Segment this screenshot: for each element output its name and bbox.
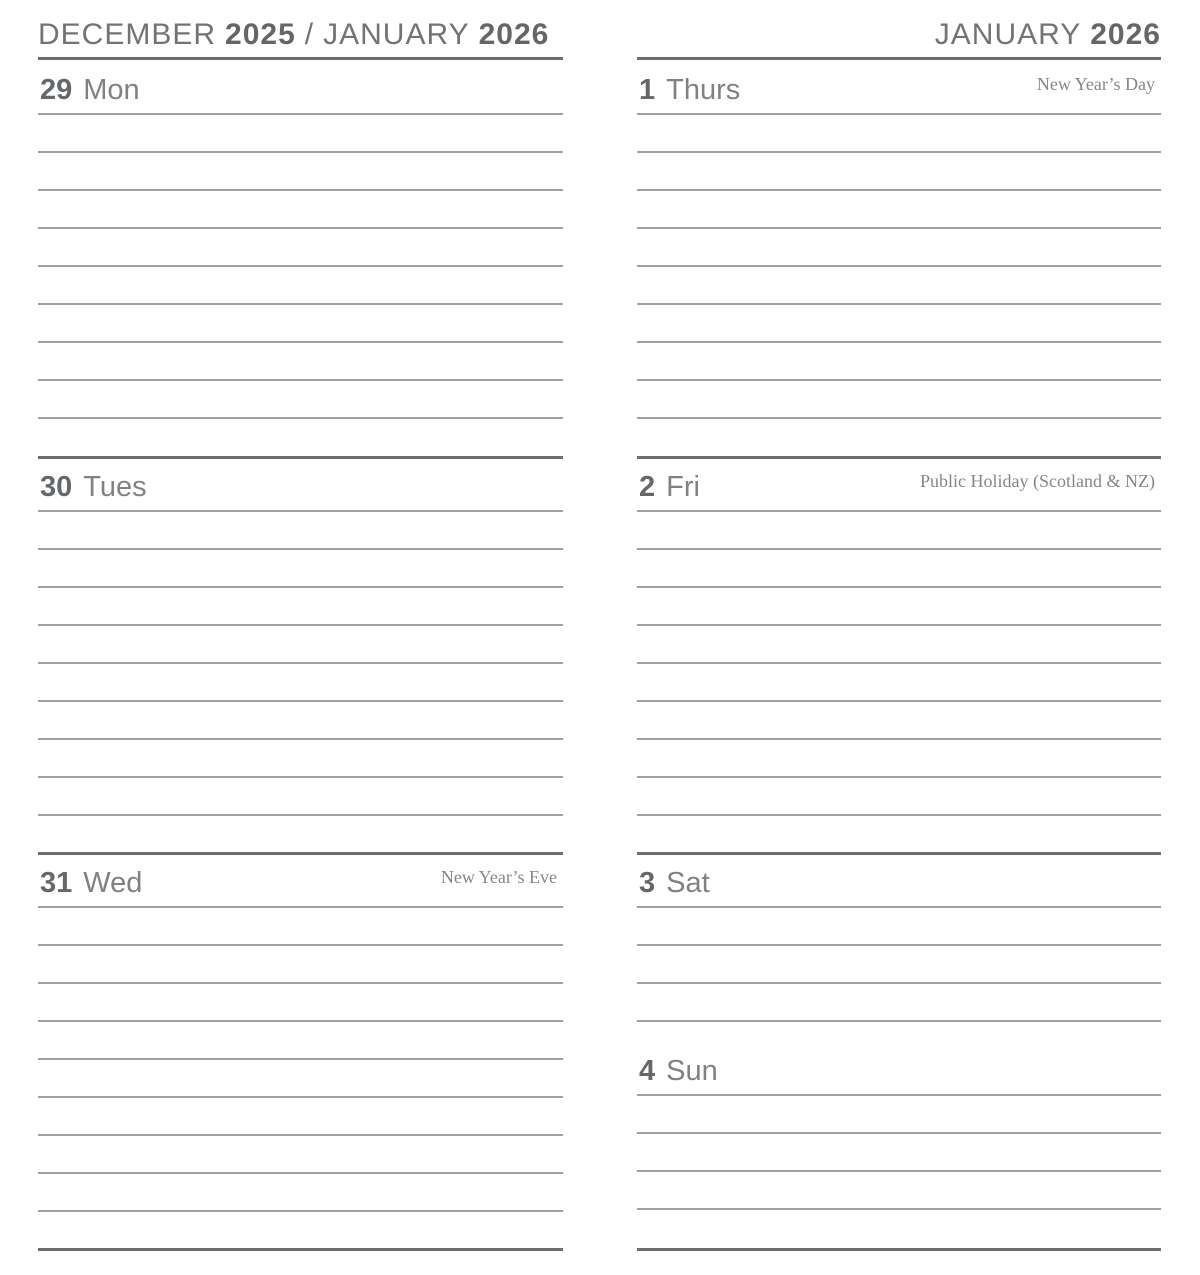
ruled-line	[38, 664, 563, 702]
header-month-january: JANUARY	[934, 18, 1082, 51]
day-section-sat-3	[637, 852, 1161, 1022]
day-label-row	[637, 459, 1161, 512]
day-name: Fri	[666, 471, 700, 503]
ruled-line	[38, 191, 563, 229]
day-section-tues-30	[38, 456, 563, 852]
day-label-row	[38, 60, 563, 115]
ruled-line	[38, 153, 563, 191]
header-year-2026: 2026	[478, 18, 550, 51]
ruled-line	[38, 588, 563, 626]
day-number: 2	[639, 471, 656, 503]
ruled-line	[637, 229, 1161, 267]
day-name: Mon	[83, 74, 140, 106]
day-number: 4	[639, 1055, 656, 1087]
day-label-row	[38, 459, 563, 512]
ruled-line	[637, 512, 1161, 550]
header-month-january: JANUARY	[323, 18, 470, 51]
left-page-header	[38, 0, 563, 60]
ruled-line	[637, 115, 1161, 153]
ruled-line	[38, 1174, 563, 1212]
ruled-line	[38, 381, 563, 419]
holiday-note: New Year’s Day	[1036, 74, 1155, 94]
holiday-note: New Year’s Eve	[440, 867, 557, 887]
ruled-line	[637, 550, 1161, 588]
ruled-line	[38, 343, 563, 381]
day-number: 30	[40, 471, 73, 503]
section-spacer	[637, 816, 1161, 852]
day-section-wed-31	[38, 852, 563, 1248]
ruled-line	[38, 1136, 563, 1174]
day-name: Sat	[666, 867, 710, 899]
day-section-thurs-1	[637, 60, 1161, 456]
ruled-line	[637, 984, 1161, 1022]
left-page	[38, 0, 563, 1251]
ruled-line	[38, 740, 563, 778]
ruled-line	[38, 1060, 563, 1098]
ruled-line	[637, 626, 1161, 664]
day-section-fri-2	[637, 456, 1161, 852]
ruled-line	[637, 305, 1161, 343]
ruled-line	[637, 588, 1161, 626]
header-year-2026: 2026	[1090, 18, 1161, 51]
ruled-line	[38, 1098, 563, 1136]
ruled-line	[38, 1022, 563, 1060]
day-section-sun-4	[637, 1022, 1161, 1248]
ruled-line	[637, 1096, 1161, 1134]
ruled-line	[637, 153, 1161, 191]
section-spacer	[637, 1210, 1161, 1248]
header-month-december: DECEMBER	[38, 18, 217, 51]
ruled-line	[38, 946, 563, 984]
ruled-line	[637, 191, 1161, 229]
header-separator: /	[304, 18, 315, 51]
right-page-header	[637, 0, 1161, 60]
section-spacer	[38, 816, 563, 852]
section-spacer	[637, 419, 1161, 456]
day-name: Tues	[83, 471, 147, 503]
day-name: Thurs	[666, 74, 741, 106]
day-label-row	[637, 855, 1161, 908]
ruled-line	[637, 381, 1161, 419]
ruled-line	[637, 740, 1161, 778]
ruled-line	[637, 1134, 1161, 1172]
day-label-row	[637, 1022, 1161, 1096]
ruled-line	[38, 115, 563, 153]
day-name: Sun	[666, 1055, 718, 1087]
ruled-line	[637, 778, 1161, 816]
ruled-line	[38, 267, 563, 305]
ruled-line	[637, 343, 1161, 381]
ruled-line	[38, 229, 563, 267]
day-number: 31	[40, 867, 73, 899]
day-number: 29	[40, 74, 73, 106]
ruled-line	[38, 908, 563, 946]
ruled-line	[38, 626, 563, 664]
ruled-line	[38, 702, 563, 740]
ruled-line	[38, 984, 563, 1022]
ruled-line	[637, 1172, 1161, 1210]
ruled-line	[38, 512, 563, 550]
day-section-mon-29	[38, 60, 563, 456]
ruled-line	[637, 946, 1161, 984]
right-page	[637, 0, 1161, 1251]
ruled-line	[38, 305, 563, 343]
ruled-line	[637, 908, 1161, 946]
day-name: Wed	[83, 867, 143, 899]
ruled-line	[38, 550, 563, 588]
ruled-line	[38, 778, 563, 816]
holiday-note: Public Holiday (Scotland & NZ)	[920, 471, 1155, 491]
ruled-line	[637, 664, 1161, 702]
day-label-row	[637, 60, 1161, 115]
ruled-line	[637, 702, 1161, 740]
day-label-row	[38, 855, 563, 908]
ruled-line	[637, 267, 1161, 305]
day-number: 1	[639, 74, 656, 106]
day-number: 3	[639, 867, 656, 899]
section-spacer	[38, 1212, 563, 1248]
header-year-2025: 2025	[225, 18, 296, 51]
section-spacer	[38, 419, 563, 456]
